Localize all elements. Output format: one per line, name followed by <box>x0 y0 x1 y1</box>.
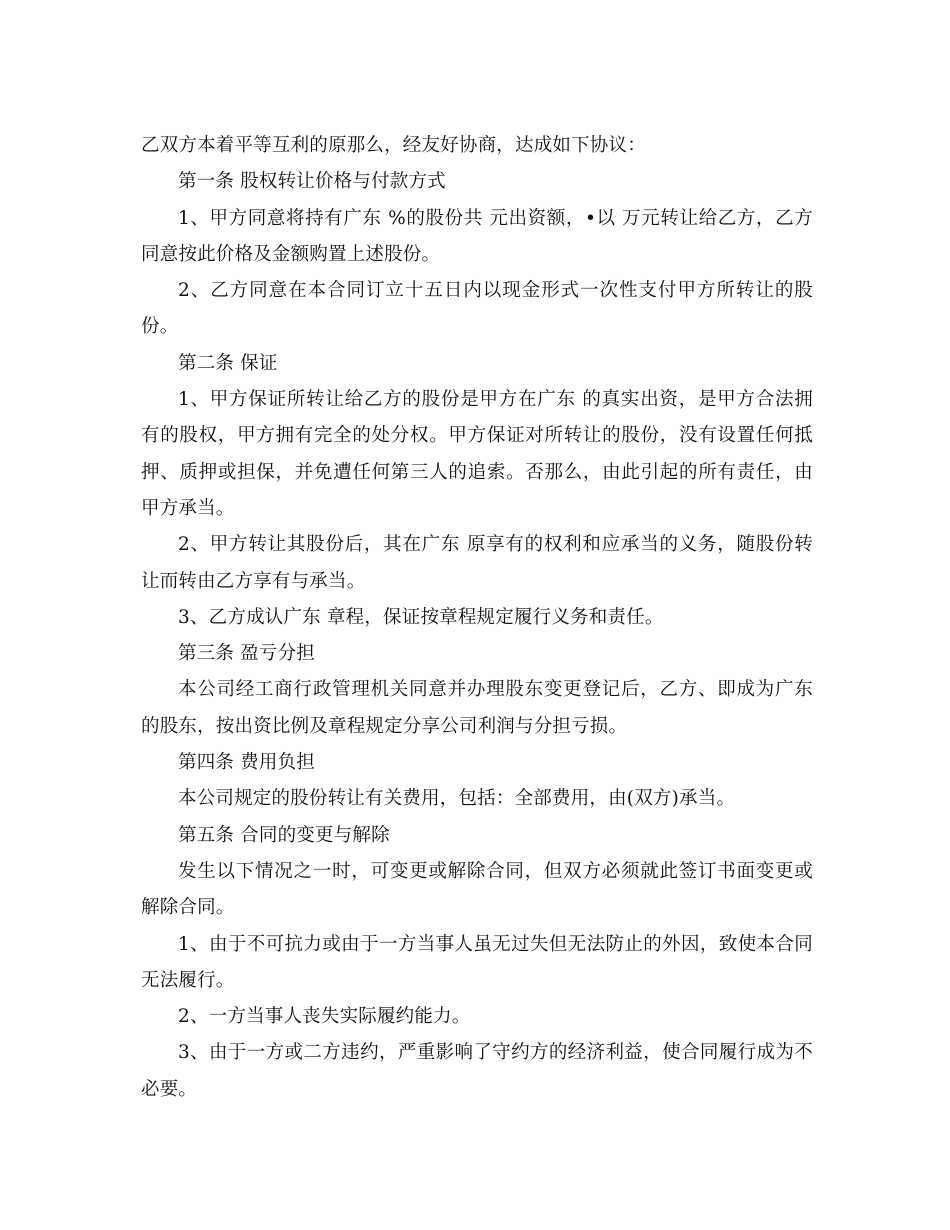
article-5-clause-1: 1、由于不可抗力或由于一方当事人虽无过失但无法防止的外因，致使本合同无法履行。 <box>141 933 813 991</box>
article-2-clause-1: 1、甲方保证所转让给乙方的股份是甲方在广东 的真实出资，是甲方合法拥有的股权，甲方拥有完全的处分权。甲方保证对所转让的股份，没有设置任何抵押、质押或担保，并免遭任何第三人的追索。否那么，由此引起的所有责任，由甲方承当。 <box>141 389 813 519</box>
article-1-heading: 第一条 股权转让价格与付款方式 <box>178 171 446 193</box>
article-5-body: 发生以下情况之一时，可变更或解除合同，但双方必须就此签订书面变更或解除合同。 <box>141 860 813 919</box>
article-2-clause-2: 2、甲方转让其股份后，其在广东 原享有的权利和应承当的义务，随股份转让而转由乙方享有与承当。 <box>141 534 813 592</box>
article-5-clause-2: 2、一方当事人丧失实际履约能力。 <box>178 1006 471 1028</box>
article-5-heading: 第五条 合同的变更与解除 <box>178 824 390 846</box>
article-1-clause-2: 2、乙方同意在本合同订立十五日内以现金形式一次性支付甲方所转让的股份。 <box>141 280 813 338</box>
article-2-heading: 第二条 保证 <box>178 352 278 374</box>
article-1-clause-1: 1、甲方同意将持有广东 %的股份共 元出资额，•以 万元转让给乙方，乙方同意按此价格及金额购置上述股份。 <box>141 207 813 265</box>
article-5-clause-3: 3、由于一方或二方违约，严重影响了守约方的经济利益，使合同履行成为不必要。 <box>141 1042 813 1100</box>
article-3-body: 本公司经工商行政管理机关同意并办理股东变更登记后，乙方、即成为广东 的股东，按出资比例及章程规定分享公司利润与分担亏损。 <box>141 679 813 737</box>
document-body <box>141 128 813 1108</box>
article-4-body: 本公司规定的股份转让有关费用，包括：全部费用，由(双方)承当。 <box>178 788 736 810</box>
article-2-clause-3: 3、乙方成认广东 章程，保证按章程规定履行义务和责任。 <box>178 606 664 628</box>
article-3-heading: 第三条 盈亏分担 <box>178 643 315 665</box>
paragraph-preamble: 乙双方本着平等互利的原那么，经友好协商，达成如下协议： <box>141 135 646 156</box>
article-4-heading: 第四条 费用负担 <box>178 752 315 774</box>
